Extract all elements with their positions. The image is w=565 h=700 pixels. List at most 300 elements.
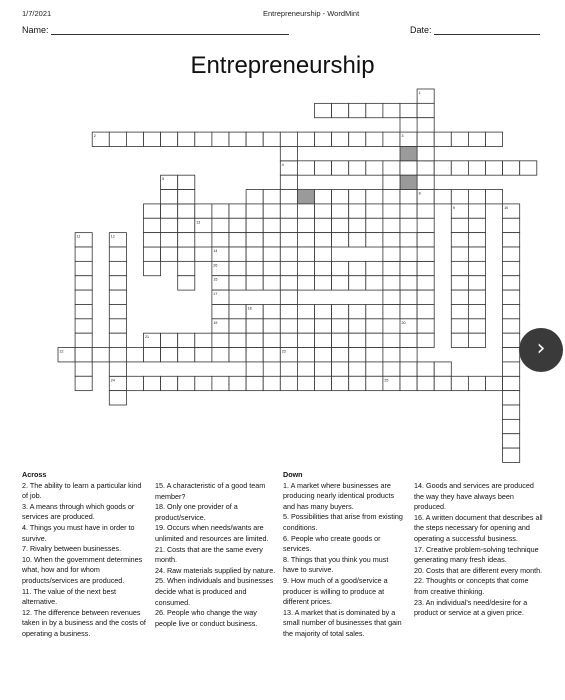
grid-cell[interactable] [383, 348, 400, 362]
grid-cell[interactable] [349, 276, 366, 290]
grid-cell[interactable] [161, 333, 178, 347]
grid-cell[interactable] [297, 247, 314, 261]
grid-cell[interactable] [486, 190, 503, 204]
grid-cell[interactable] [383, 290, 400, 304]
grid-cell[interactable] [349, 103, 366, 117]
grid-cell[interactable] [195, 333, 212, 347]
grid-cell[interactable] [503, 218, 520, 232]
grid-cell[interactable] [400, 233, 417, 247]
grid-cell[interactable] [280, 247, 297, 261]
grid-cell[interactable] [280, 304, 297, 318]
grid-cell[interactable] [366, 319, 383, 333]
grid-cell[interactable] [212, 204, 229, 218]
grid-cell[interactable] [75, 290, 92, 304]
grid-cell[interactable] [383, 190, 400, 204]
grid-cell[interactable] [332, 190, 349, 204]
next-page-button[interactable] [519, 328, 563, 372]
grid-cell[interactable] [109, 319, 126, 333]
grid-cell[interactable] [383, 261, 400, 275]
grid-cell[interactable] [451, 333, 468, 347]
grid-cell[interactable] [229, 304, 246, 318]
grid-cell[interactable] [349, 190, 366, 204]
grid-cell[interactable] [468, 333, 485, 347]
grid-cell-shaded[interactable] [400, 146, 417, 160]
grid-cell[interactable] [246, 218, 263, 232]
grid-cell[interactable] [349, 348, 366, 362]
grid-cell[interactable] [468, 218, 485, 232]
grid-cell[interactable] [246, 362, 263, 376]
grid-cell[interactable] [75, 319, 92, 333]
grid-cell[interactable] [126, 132, 143, 146]
grid-cell[interactable] [280, 362, 297, 376]
grid-cell[interactable] [417, 233, 434, 247]
grid-cell[interactable] [332, 376, 349, 390]
grid-cell[interactable] [349, 132, 366, 146]
grid-cell[interactable] [503, 419, 520, 433]
grid-cell[interactable] [229, 204, 246, 218]
grid-cell[interactable] [212, 233, 229, 247]
grid-cell[interactable] [383, 132, 400, 146]
grid-cell[interactable] [109, 348, 126, 362]
grid-cell[interactable] [229, 333, 246, 347]
grid-cell[interactable] [366, 261, 383, 275]
grid-cell[interactable] [75, 276, 92, 290]
grid-cell[interactable] [503, 261, 520, 275]
grid-cell[interactable] [434, 362, 451, 376]
grid-cell[interactable] [332, 218, 349, 232]
grid-cell[interactable] [349, 304, 366, 318]
grid-cell[interactable] [417, 290, 434, 304]
grid-cell[interactable] [468, 276, 485, 290]
grid-cell[interactable] [161, 204, 178, 218]
grid-cell[interactable] [280, 261, 297, 275]
grid-cell[interactable] [417, 319, 434, 333]
grid-cell[interactable] [486, 161, 503, 175]
grid-cell[interactable] [503, 247, 520, 261]
grid-cell[interactable] [144, 261, 161, 275]
grid-cell[interactable] [451, 319, 468, 333]
grid-cell[interactable] [178, 333, 195, 347]
grid-cell[interactable] [332, 204, 349, 218]
grid-cell[interactable] [246, 376, 263, 390]
grid-cell[interactable] [503, 319, 520, 333]
grid-cell[interactable] [297, 362, 314, 376]
grid-cell[interactable] [468, 319, 485, 333]
grid-cell[interactable] [246, 333, 263, 347]
grid-cell[interactable] [315, 218, 332, 232]
grid-cell[interactable] [178, 175, 195, 189]
grid-cell[interactable] [315, 261, 332, 275]
grid-cell[interactable] [280, 204, 297, 218]
grid-cell[interactable] [366, 161, 383, 175]
grid-cell[interactable] [400, 161, 417, 175]
grid-cell[interactable] [400, 304, 417, 318]
grid-cell[interactable] [280, 290, 297, 304]
grid-cell[interactable] [366, 204, 383, 218]
grid-cell[interactable] [451, 218, 468, 232]
grid-cell[interactable] [503, 233, 520, 247]
grid-cell[interactable] [468, 233, 485, 247]
grid-cell[interactable] [451, 261, 468, 275]
grid-cell[interactable] [315, 319, 332, 333]
grid-cell[interactable] [503, 276, 520, 290]
grid-cell[interactable] [349, 362, 366, 376]
grid-cell[interactable] [229, 376, 246, 390]
grid-cell[interactable] [92, 348, 109, 362]
grid-cell[interactable] [383, 247, 400, 261]
grid-cell[interactable] [503, 348, 520, 362]
grid-cell[interactable] [332, 261, 349, 275]
grid-cell[interactable] [109, 261, 126, 275]
grid-cell[interactable] [332, 103, 349, 117]
grid-cell[interactable] [144, 132, 161, 146]
grid-cell[interactable] [126, 376, 143, 390]
grid-cell[interactable] [229, 261, 246, 275]
grid-cell[interactable] [229, 276, 246, 290]
grid-cell[interactable] [332, 304, 349, 318]
grid-cell[interactable] [400, 290, 417, 304]
grid-cell[interactable] [161, 132, 178, 146]
grid-cell[interactable] [280, 233, 297, 247]
grid-cell[interactable] [400, 376, 417, 390]
grid-cell[interactable] [109, 391, 126, 405]
grid-cell[interactable] [451, 161, 468, 175]
grid-cell[interactable] [229, 319, 246, 333]
grid-cell[interactable] [178, 348, 195, 362]
grid-cell[interactable] [468, 190, 485, 204]
grid-cell[interactable] [434, 190, 451, 204]
grid-cell[interactable] [400, 103, 417, 117]
grid-cell[interactable] [195, 204, 212, 218]
grid-cell[interactable] [109, 276, 126, 290]
grid-cell[interactable] [400, 333, 417, 347]
grid-cell[interactable] [434, 161, 451, 175]
grid-cell[interactable] [468, 204, 485, 218]
grid-cell[interactable] [280, 218, 297, 232]
grid-cell[interactable] [417, 146, 434, 160]
grid-cell[interactable] [434, 376, 451, 390]
grid-cell[interactable] [195, 247, 212, 261]
grid-cell[interactable] [263, 204, 280, 218]
grid-cell[interactable] [297, 276, 314, 290]
grid-cell[interactable] [263, 276, 280, 290]
grid-cell[interactable] [144, 247, 161, 261]
grid-cell[interactable] [503, 376, 520, 390]
grid-cell[interactable] [451, 304, 468, 318]
grid-cell[interactable] [246, 204, 263, 218]
grid-cell[interactable] [297, 333, 314, 347]
grid-cell[interactable] [383, 204, 400, 218]
grid-cell[interactable] [315, 362, 332, 376]
grid-cell[interactable] [332, 319, 349, 333]
grid-cell[interactable] [417, 247, 434, 261]
grid-cell[interactable] [263, 132, 280, 146]
grid-cell[interactable] [315, 190, 332, 204]
grid-cell[interactable] [263, 190, 280, 204]
grid-cell[interactable] [383, 175, 400, 189]
grid-cell[interactable] [229, 218, 246, 232]
grid-cell[interactable] [178, 204, 195, 218]
grid-cell[interactable] [417, 103, 434, 117]
grid-cell[interactable] [297, 161, 314, 175]
grid-cell[interactable] [297, 218, 314, 232]
grid-cell[interactable] [315, 204, 332, 218]
grid-cell[interactable] [383, 276, 400, 290]
grid-cell[interactable] [280, 319, 297, 333]
grid-cell[interactable] [75, 333, 92, 347]
grid-cell[interactable] [212, 304, 229, 318]
grid-cell[interactable] [400, 218, 417, 232]
grid-cell[interactable] [195, 348, 212, 362]
grid-cell[interactable] [366, 304, 383, 318]
grid-cell[interactable] [349, 204, 366, 218]
grid-cell[interactable] [400, 204, 417, 218]
grid-cell[interactable] [468, 290, 485, 304]
grid-cell[interactable] [280, 175, 297, 189]
grid-cell[interactable] [263, 348, 280, 362]
grid-cell[interactable] [280, 146, 297, 160]
grid-cell[interactable] [383, 362, 400, 376]
grid-cell[interactable] [417, 333, 434, 347]
grid-cell[interactable] [109, 304, 126, 318]
grid-cell[interactable] [366, 348, 383, 362]
grid-cell[interactable] [297, 204, 314, 218]
grid-cell[interactable] [468, 261, 485, 275]
grid-cell[interactable] [75, 348, 92, 362]
grid-cell[interactable] [109, 247, 126, 261]
grid-cell[interactable] [349, 333, 366, 347]
grid-cell[interactable] [400, 261, 417, 275]
grid-cell[interactable] [297, 348, 314, 362]
grid-cell[interactable] [366, 233, 383, 247]
grid-cell[interactable] [332, 362, 349, 376]
grid-cell[interactable] [280, 333, 297, 347]
grid-cell[interactable] [332, 161, 349, 175]
grid-cell[interactable] [297, 376, 314, 390]
grid-cell[interactable] [178, 132, 195, 146]
grid-cell[interactable] [315, 103, 332, 117]
grid-cell[interactable] [75, 304, 92, 318]
grid-cell[interactable] [109, 362, 126, 376]
grid-cell[interactable] [451, 233, 468, 247]
grid-cell[interactable] [263, 304, 280, 318]
grid-cell[interactable] [263, 233, 280, 247]
grid-cell[interactable] [349, 233, 366, 247]
grid-cell[interactable] [503, 290, 520, 304]
grid-cell[interactable] [503, 304, 520, 318]
grid-cell[interactable] [280, 276, 297, 290]
grid-cell[interactable] [297, 319, 314, 333]
grid-cell[interactable] [75, 362, 92, 376]
grid-cell[interactable] [212, 376, 229, 390]
grid-cell[interactable] [229, 233, 246, 247]
grid-cell[interactable] [246, 233, 263, 247]
grid-cell[interactable] [417, 376, 434, 390]
grid-cell[interactable] [332, 348, 349, 362]
grid-cell[interactable] [144, 376, 161, 390]
grid-cell[interactable] [280, 376, 297, 390]
grid-cell[interactable] [263, 247, 280, 261]
grid-cell[interactable] [263, 261, 280, 275]
grid-cell[interactable] [468, 247, 485, 261]
grid-cell[interactable] [161, 376, 178, 390]
grid-cell[interactable] [520, 161, 537, 175]
grid-cell[interactable] [349, 319, 366, 333]
grid-cell[interactable] [383, 233, 400, 247]
grid-cell[interactable] [212, 218, 229, 232]
grid-cell[interactable] [75, 261, 92, 275]
grid-cell[interactable] [349, 376, 366, 390]
grid-cell[interactable] [332, 233, 349, 247]
grid-cell[interactable] [178, 376, 195, 390]
grid-cell[interactable] [349, 161, 366, 175]
grid-cell[interactable] [195, 132, 212, 146]
grid-cell[interactable] [349, 218, 366, 232]
grid-cell[interactable] [451, 247, 468, 261]
grid-cell[interactable] [315, 247, 332, 261]
grid-cell[interactable] [178, 218, 195, 232]
grid-cell[interactable] [383, 161, 400, 175]
grid-cell[interactable] [383, 304, 400, 318]
grid-cell[interactable] [503, 333, 520, 347]
grid-cell[interactable] [178, 190, 195, 204]
grid-cell[interactable] [229, 132, 246, 146]
grid-cell[interactable] [212, 333, 229, 347]
grid-cell-shaded[interactable] [400, 175, 417, 189]
grid-cell[interactable] [451, 376, 468, 390]
grid-cell[interactable] [246, 348, 263, 362]
grid-cell[interactable] [178, 261, 195, 275]
grid-cell[interactable] [297, 304, 314, 318]
grid-cell[interactable] [315, 276, 332, 290]
grid-cell[interactable] [468, 132, 485, 146]
grid-cell[interactable] [434, 132, 451, 146]
grid-cell[interactable] [486, 132, 503, 146]
grid-cell[interactable] [417, 362, 434, 376]
grid-cell[interactable] [315, 233, 332, 247]
grid-cell[interactable] [161, 348, 178, 362]
grid-cell[interactable] [383, 103, 400, 117]
grid-cell[interactable] [315, 161, 332, 175]
grid-cell[interactable] [332, 333, 349, 347]
grid-cell[interactable] [417, 304, 434, 318]
grid-cell[interactable] [400, 190, 417, 204]
grid-cell[interactable] [503, 448, 520, 462]
grid-cell[interactable] [417, 204, 434, 218]
grid-cell[interactable] [417, 161, 434, 175]
grid-cell-shaded[interactable] [297, 190, 314, 204]
grid-cell[interactable] [178, 276, 195, 290]
grid-cell[interactable] [315, 132, 332, 146]
grid-cell[interactable] [144, 204, 161, 218]
grid-cell[interactable] [109, 333, 126, 347]
grid-cell[interactable] [75, 247, 92, 261]
grid-cell[interactable] [212, 348, 229, 362]
grid-cell[interactable] [400, 348, 417, 362]
grid-cell[interactable] [109, 290, 126, 304]
grid-cell[interactable] [126, 348, 143, 362]
grid-cell[interactable] [246, 276, 263, 290]
grid-cell[interactable] [263, 333, 280, 347]
grid-cell[interactable] [315, 348, 332, 362]
grid-cell[interactable] [246, 319, 263, 333]
grid-cell[interactable] [417, 118, 434, 132]
grid-cell[interactable] [297, 233, 314, 247]
grid-cell[interactable] [400, 276, 417, 290]
grid-cell[interactable] [144, 218, 161, 232]
grid-cell[interactable] [297, 261, 314, 275]
grid-cell[interactable] [468, 304, 485, 318]
grid-cell[interactable] [400, 362, 417, 376]
grid-cell[interactable] [417, 175, 434, 189]
grid-cell[interactable] [280, 132, 297, 146]
grid-cell[interactable] [366, 190, 383, 204]
grid-cell[interactable] [212, 132, 229, 146]
grid-cell[interactable] [400, 247, 417, 261]
grid-cell[interactable] [366, 218, 383, 232]
grid-cell[interactable] [451, 190, 468, 204]
grid-cell[interactable] [417, 261, 434, 275]
grid-cell[interactable] [503, 405, 520, 419]
grid-cell[interactable] [315, 333, 332, 347]
grid-cell[interactable] [451, 132, 468, 146]
grid-cell[interactable] [383, 218, 400, 232]
grid-cell[interactable] [332, 276, 349, 290]
grid-cell[interactable] [417, 218, 434, 232]
grid-cell[interactable] [417, 276, 434, 290]
grid-cell[interactable] [195, 376, 212, 390]
grid-cell[interactable] [246, 190, 263, 204]
grid-cell[interactable] [246, 261, 263, 275]
grid-cell[interactable] [417, 132, 434, 146]
grid-cell[interactable] [400, 118, 417, 132]
grid-cell[interactable] [503, 434, 520, 448]
grid-cell[interactable] [229, 348, 246, 362]
grid-cell[interactable] [161, 190, 178, 204]
grid-cell[interactable] [383, 333, 400, 347]
grid-cell[interactable] [161, 247, 178, 261]
grid-cell[interactable] [280, 190, 297, 204]
grid-cell[interactable] [246, 247, 263, 261]
grid-cell[interactable] [75, 376, 92, 390]
grid-cell[interactable] [144, 348, 161, 362]
grid-cell[interactable] [468, 161, 485, 175]
grid-cell[interactable] [486, 376, 503, 390]
grid-cell[interactable] [503, 362, 520, 376]
grid-cell[interactable] [468, 376, 485, 390]
grid-cell[interactable] [178, 247, 195, 261]
grid-cell[interactable] [144, 233, 161, 247]
grid-cell[interactable] [366, 103, 383, 117]
grid-cell[interactable] [451, 290, 468, 304]
grid-cell[interactable] [366, 362, 383, 376]
grid-cell[interactable] [178, 233, 195, 247]
grid-cell[interactable] [109, 132, 126, 146]
grid-cell[interactable] [503, 391, 520, 405]
grid-cell[interactable] [297, 132, 314, 146]
grid-cell[interactable] [503, 161, 520, 175]
grid-cell[interactable] [246, 132, 263, 146]
grid-cell[interactable] [366, 132, 383, 146]
grid-cell[interactable] [229, 247, 246, 261]
grid-cell[interactable] [263, 218, 280, 232]
grid-cell[interactable] [263, 376, 280, 390]
grid-cell[interactable] [161, 218, 178, 232]
grid-cell[interactable] [366, 376, 383, 390]
grid-cell[interactable] [315, 376, 332, 390]
grid-cell[interactable] [349, 261, 366, 275]
grid-cell[interactable] [332, 132, 349, 146]
